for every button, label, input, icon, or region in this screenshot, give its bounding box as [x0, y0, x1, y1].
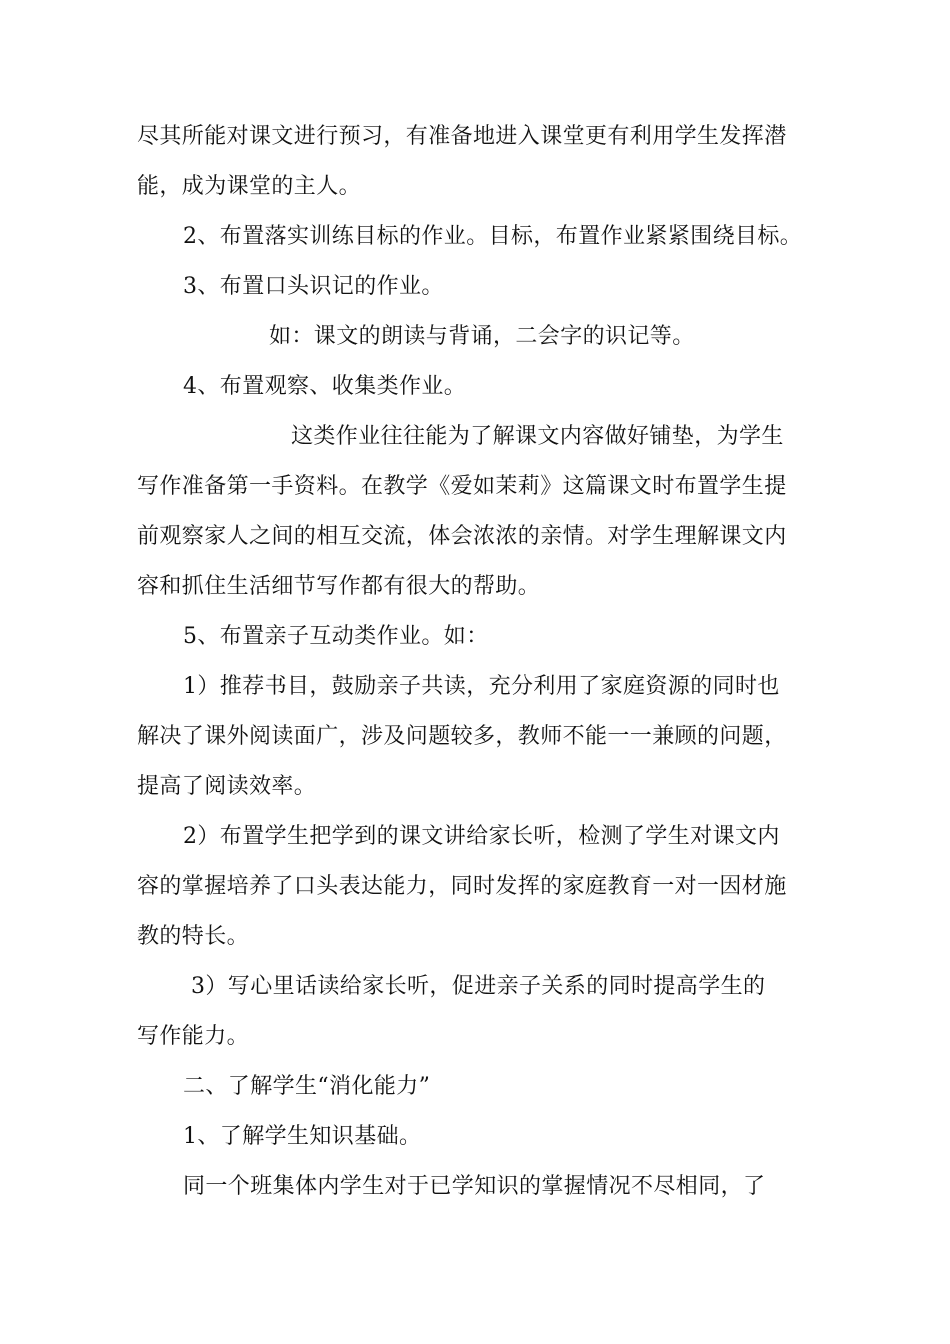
- text-line: 2、布置落实训练目标的作业。目标，布置作业紧紧围绕目标。: [183, 224, 803, 249]
- text-line: 4、布置观察、收集类作业。: [183, 374, 467, 399]
- text-line: 提高了阅读效率。: [137, 774, 317, 799]
- text-line: 写作能力。: [137, 1024, 250, 1049]
- text-line: 1）推荐书目，鼓励亲子共读，充分利用了家庭资源的同时也: [183, 674, 780, 699]
- text-line: 写作准备第一手资料。在教学《爱如茉莉》这篇课文时布置学生提: [137, 474, 787, 499]
- text-line: 同一个班集体内学生对于已学知识的掌握情况不尽相同，了: [183, 1174, 766, 1199]
- text-line: 如：课文的朗读与背诵，二会字的识记等。: [269, 324, 695, 349]
- text-line: 容的掌握培养了口头表达能力，同时发挥的家庭教育一对一因材施: [137, 874, 787, 899]
- text-line: 3）写心里话读给家长听，促进亲子关系的同时提高学生的: [191, 974, 766, 999]
- text-line: 教的特长。: [137, 924, 250, 949]
- text-line: 尽其所能对课文进行预习，有准备地进入课堂更有利用学生发挥潜: [137, 124, 787, 149]
- section-heading: 二、了解学生“消化能力”: [183, 1074, 431, 1099]
- text-line: 2）布置学生把学到的课文讲给家长听，检测了学生对课文内: [183, 824, 780, 849]
- text-line: 前观察家人之间的相互交流，体会浓浓的亲情。对学生理解课文内: [137, 524, 787, 549]
- text-line: 解决了课外阅读面广，涉及问题较多，教师不能一一兼顾的问题，: [137, 724, 787, 749]
- text-line: 容和抓住生活细节写作都有很大的帮助。: [137, 574, 541, 599]
- subsection-heading: 1、了解学生知识基础。: [183, 1124, 422, 1149]
- text-line: 能，成为课堂的主人。: [137, 174, 362, 199]
- text-line: 5、布置亲子互动类作业。如：: [183, 624, 489, 649]
- text-line: 3、布置口头识记的作业。: [183, 274, 444, 299]
- text-line: 这类作业往往能为了解课文内容做好铺垫，为学生: [291, 424, 784, 449]
